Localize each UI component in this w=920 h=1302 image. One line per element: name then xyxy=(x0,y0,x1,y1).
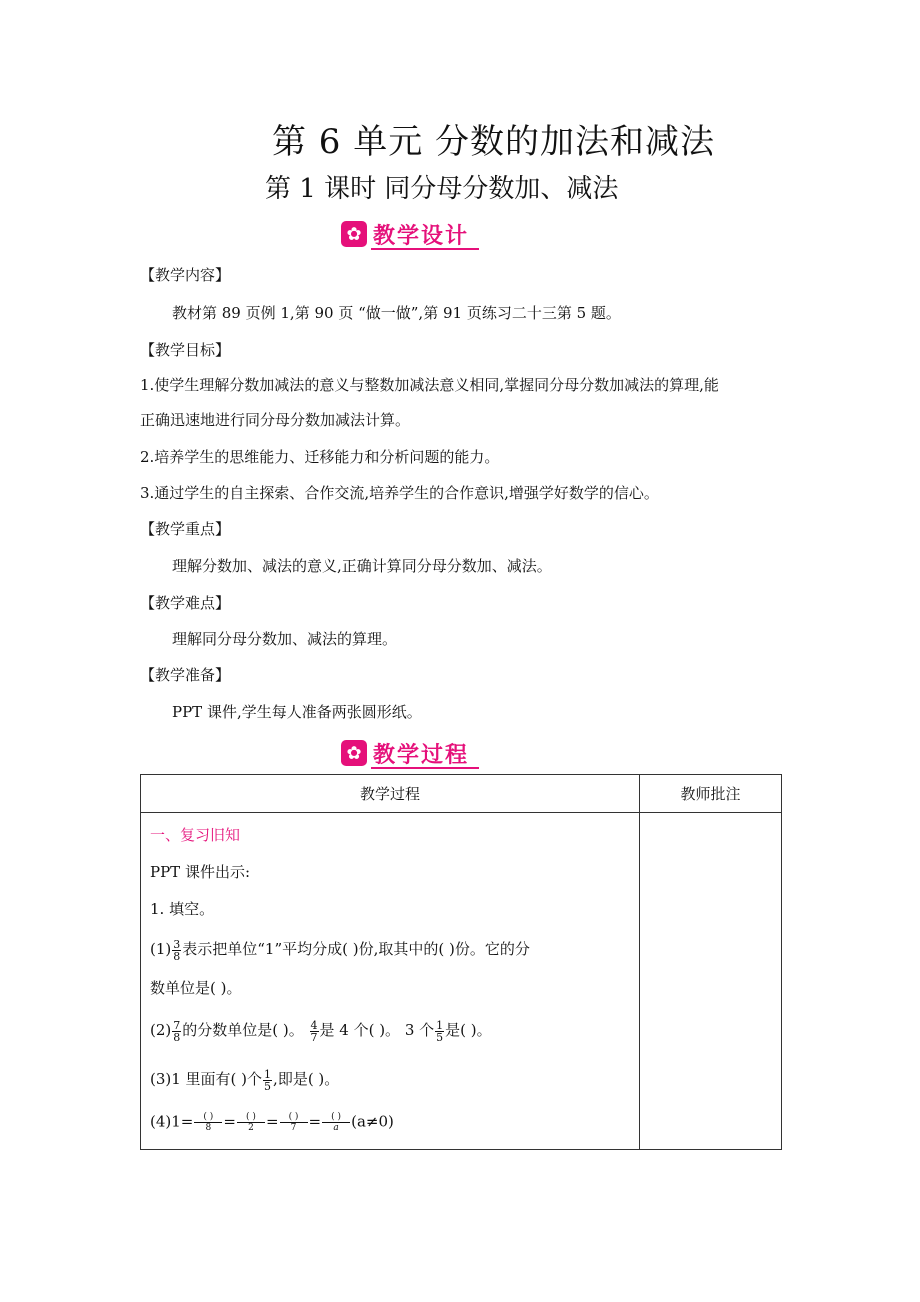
difficulty-text: 理解同分母分数加、减法的算理。 xyxy=(172,630,398,648)
notes-cell xyxy=(640,813,782,1150)
review-heading: 一、复习旧知 xyxy=(150,826,241,844)
goal-2: 2.培养学生的思维能力、迁移能力和分析问题的能力。 xyxy=(140,448,500,466)
content-text: 教材第 89 页例 1,第 90 页 “做一做”,第 91 页练习二十三第 5 题。 xyxy=(172,304,621,322)
heading-preparation: 【教学准备】 xyxy=(140,666,231,684)
fraction: $\frac{4}{7}$ xyxy=(310,1018,318,1044)
fraction: $\frac{3}{8}$ xyxy=(173,937,181,963)
key-text: 理解分数加、减法的意义,正确计算同分母分数加、减法。 xyxy=(172,557,552,575)
banner-underline xyxy=(371,767,479,769)
banner-underline xyxy=(371,248,479,250)
page-title: 第 6 单元 分数的加法和减法 xyxy=(272,122,716,162)
question-1-1b: 数单位是( )。 xyxy=(150,979,242,997)
pinwheel-icon: ✿ xyxy=(341,221,367,247)
fraction: $\frac{7}{8}$ xyxy=(173,1018,181,1044)
heading-difficulty: 【教学难点】 xyxy=(140,594,231,612)
page-subtitle: 第 1 课时 同分母分数加、减法 xyxy=(265,174,619,204)
fraction: $\frac{( )}{2}$ xyxy=(237,1112,265,1133)
ppt-line: PPT 课件出示: xyxy=(150,863,251,881)
process-table xyxy=(140,774,782,1150)
banner-label: 教学设计 xyxy=(373,223,470,249)
question-1-3: (3)1 里面有( )个 $\frac{1}{5}$ ,即是( )。 xyxy=(150,1067,340,1093)
heading-goals: 【教学目标】 xyxy=(140,341,231,359)
fraction: $\frac{( )}{a}$ xyxy=(322,1112,350,1133)
banner-label: 教学过程 xyxy=(373,742,470,768)
question-1-2: (2) $\frac{7}{8}$ 的分数单位是( )。 $\frac{4}{7}$ 是 4 个( )。 3 个 $\frac{1}{5}$ 是( )。 xyxy=(150,1018,492,1044)
fraction: $\frac{( )}{7}$ xyxy=(280,1112,308,1133)
goal-1b: 正确迅速地进行同分母分数加减法计算。 xyxy=(140,411,411,429)
process-cell xyxy=(141,813,640,1150)
preparation-text: PPT 课件,学生每人准备两张圆形纸。 xyxy=(172,703,422,721)
pinwheel-icon: ✿ xyxy=(341,740,367,766)
goal-3: 3.通过学生的自主探索、合作交流,培养学生的合作意识,增强学好数学的信心。 xyxy=(140,484,659,502)
heading-content: 【教学内容】 xyxy=(140,266,231,284)
goal-1a: 1.使学生理解分数加减法的意义与整数加减法意义相同,掌握同分母分数加减法的算理,能 xyxy=(140,376,719,394)
question-1-1: (1) $\frac{3}{8}$ 表示把单位“1”平均分成( )份,取其中的( )份。它的分 xyxy=(150,937,530,963)
question-1-4: (4)1= $\frac{( )}{8}$ = $\frac{( )}{2}$ = $\frac{( )}{7}$ = $\frac{( )}{a}$ (a≠0) xyxy=(150,1112,394,1133)
banner-teaching-design xyxy=(341,218,469,250)
fraction: $\frac{1}{5}$ xyxy=(436,1018,444,1044)
fraction: $\frac{1}{5}$ xyxy=(264,1067,272,1093)
heading-key: 【教学重点】 xyxy=(140,520,231,538)
col-header-process: 教学过程 xyxy=(141,775,640,813)
fraction: $\frac{( )}{8}$ xyxy=(194,1112,222,1133)
question-1: 1. 填空。 xyxy=(150,900,215,918)
banner-teaching-process xyxy=(341,737,469,769)
col-header-notes: 教师批注 xyxy=(640,775,782,813)
